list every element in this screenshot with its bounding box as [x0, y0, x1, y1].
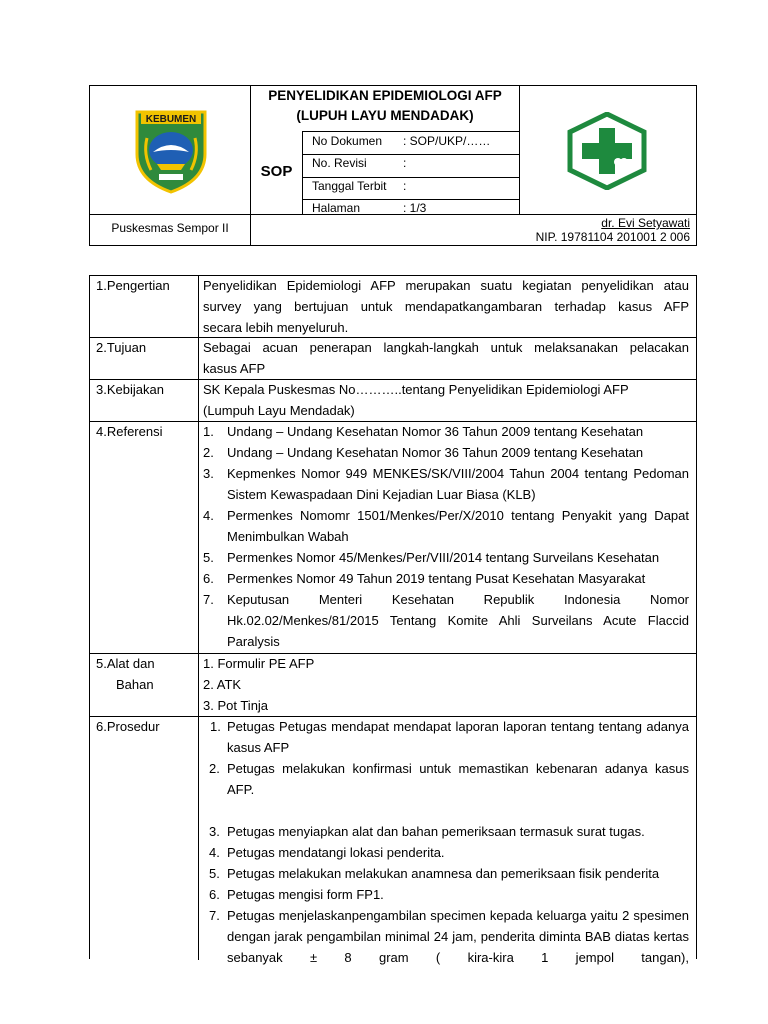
signer-name: dr. Evi Setyawati — [601, 216, 690, 230]
sop-content-table — [89, 275, 697, 965]
list-item: 3. Petugas menyiapkan alat dan bahan pemeriksaan termasuk surat tugas. — [209, 824, 645, 839]
list-item: 4. Petugas mendatangi lokasi penderita. — [209, 845, 445, 860]
meta-value-no-revisi: : — [403, 156, 407, 170]
meta-value-halaman: : 1/3 — [403, 201, 427, 215]
meta-label-halaman: Halaman — [312, 201, 361, 215]
puskesmas-cross-logo — [566, 112, 648, 190]
signer-nip: NIP. 19781104 201001 2 006 — [535, 230, 690, 244]
label-referensi: 4.Referensi — [96, 424, 163, 439]
institution-name: Puskesmas Sempor II — [111, 221, 229, 235]
list-item: 7. Keputusan Menteri Kesehatan Republik Indonesia Nomor Hk.02.02/Menkes/81/2015 Tentang Komite Ahli Surveilans Acute Flaccid Paralysis — [203, 592, 689, 649]
tujuan-text: Sebagai acuan penerapan langkah-langkah untuk melaksanakan pelacakan kasus AFP — [203, 340, 689, 376]
meta-label-tanggal-terbit: Tanggal Terbit — [312, 179, 387, 193]
list-item: 1. Undang – Undang Kesehatan Nomor 36 Tahun 2009 tentang Kesehatan — [203, 424, 644, 439]
list-item: 6. Permenkes Nomor 49 Tahun 2019 tentang Pusat Kesehatan Masyarakat — [203, 571, 646, 586]
label-kebijakan: 3.Kebijakan — [96, 382, 164, 397]
prosedur-list — [203, 716, 689, 968]
label-alat-bahan: 5.Alat dan Bahan — [96, 656, 155, 692]
list-item: 2. Undang – Undang Kesehatan Nomor 36 Tahun 2009 tentang Kesehatan — [203, 445, 644, 460]
pengertian-text: Penyelidikan Epidemiologi AFP merupakan suatu kegiatan penyelidikan atau survey yang bertujuan untuk mendapatkangambaran terhadap kasus AFP secara lebih menyeluruh. — [203, 278, 689, 335]
sop-label: SOP — [260, 163, 293, 180]
list-item: 5. Petugas melakukan melakukan anamnesa dan pemeriksaan fisik penderita — [209, 866, 660, 881]
signer-block — [520, 216, 690, 244]
list-item: 1. Petugas Petugas mendapat mendapat laporan laporan tentang tentang adanya kasus AFP — [210, 719, 689, 755]
list-item: 1. Formulir PE AFP — [203, 656, 315, 671]
label-tujuan: 2.Tujuan — [96, 340, 147, 355]
list-item: 3. Kepmenkes Nomor 949 MENKES/SK/VIII/2004 Tahun 2004 tentang Pedoman Sistem Kewaspadaan Dini Kejadian Luar Biasa (KLB) — [203, 466, 689, 502]
label-prosedur: 6.Prosedur — [96, 719, 160, 734]
meta-label-no-dokumen: No Dokumen — [312, 134, 383, 148]
list-item: 7. Petugas menjelaskanpengambilan specimen kepada keluarga yaitu 2 spesimen dengan jarak pengambilan minimal 24 jam, penderita diminta BAB diatas kertas sebanyak ± 8 gram ( kira-kira 1 jempol tangan), — [209, 908, 689, 965]
kebumen-emblem-logo — [133, 108, 209, 194]
meta-value-tanggal-terbit: : — [403, 179, 407, 193]
sop-header-table — [89, 85, 697, 246]
meta-label-no-revisi: No. Revisi — [312, 156, 367, 170]
list-item: 2. Petugas melakukan konfirmasi untuk memastikan kebenaran adanya kasus AFP. — [209, 761, 689, 797]
logo-text: KEBUMEN — [145, 114, 197, 125]
list-item: 3. Pot Tinja — [203, 698, 269, 713]
list-item: 4. Permenkes Nomomr 1501/Menkes/Per/X/2010 tentang Penyakit yang Dapat Menimbulkan Wabah — [203, 508, 689, 544]
alat-list — [203, 653, 689, 716]
document-title: PENYELIDIKAN EPIDEMIOLOGI AFP (LUPUH LAYU MENDADAK) — [268, 88, 502, 123]
referensi-list — [203, 421, 689, 652]
kebijakan-text: SK Kepala Puskesmas No………..tentang Penyelidikan Epidemiologi AFP (Lumpuh Layu Mendadak) — [203, 382, 629, 418]
meta-value-no-dokumen: : SOP/UKP/…… — [403, 134, 491, 148]
list-item: 2. ATK — [203, 677, 242, 692]
list-item: 5. Permenkes Nomor 45/Menkes/Per/VIII/2014 tentang Surveilans Kesehatan — [203, 550, 660, 565]
label-pengertian: 1.Pengertian — [96, 278, 170, 293]
list-item: 6. Petugas mengisi form FP1. — [209, 887, 384, 902]
